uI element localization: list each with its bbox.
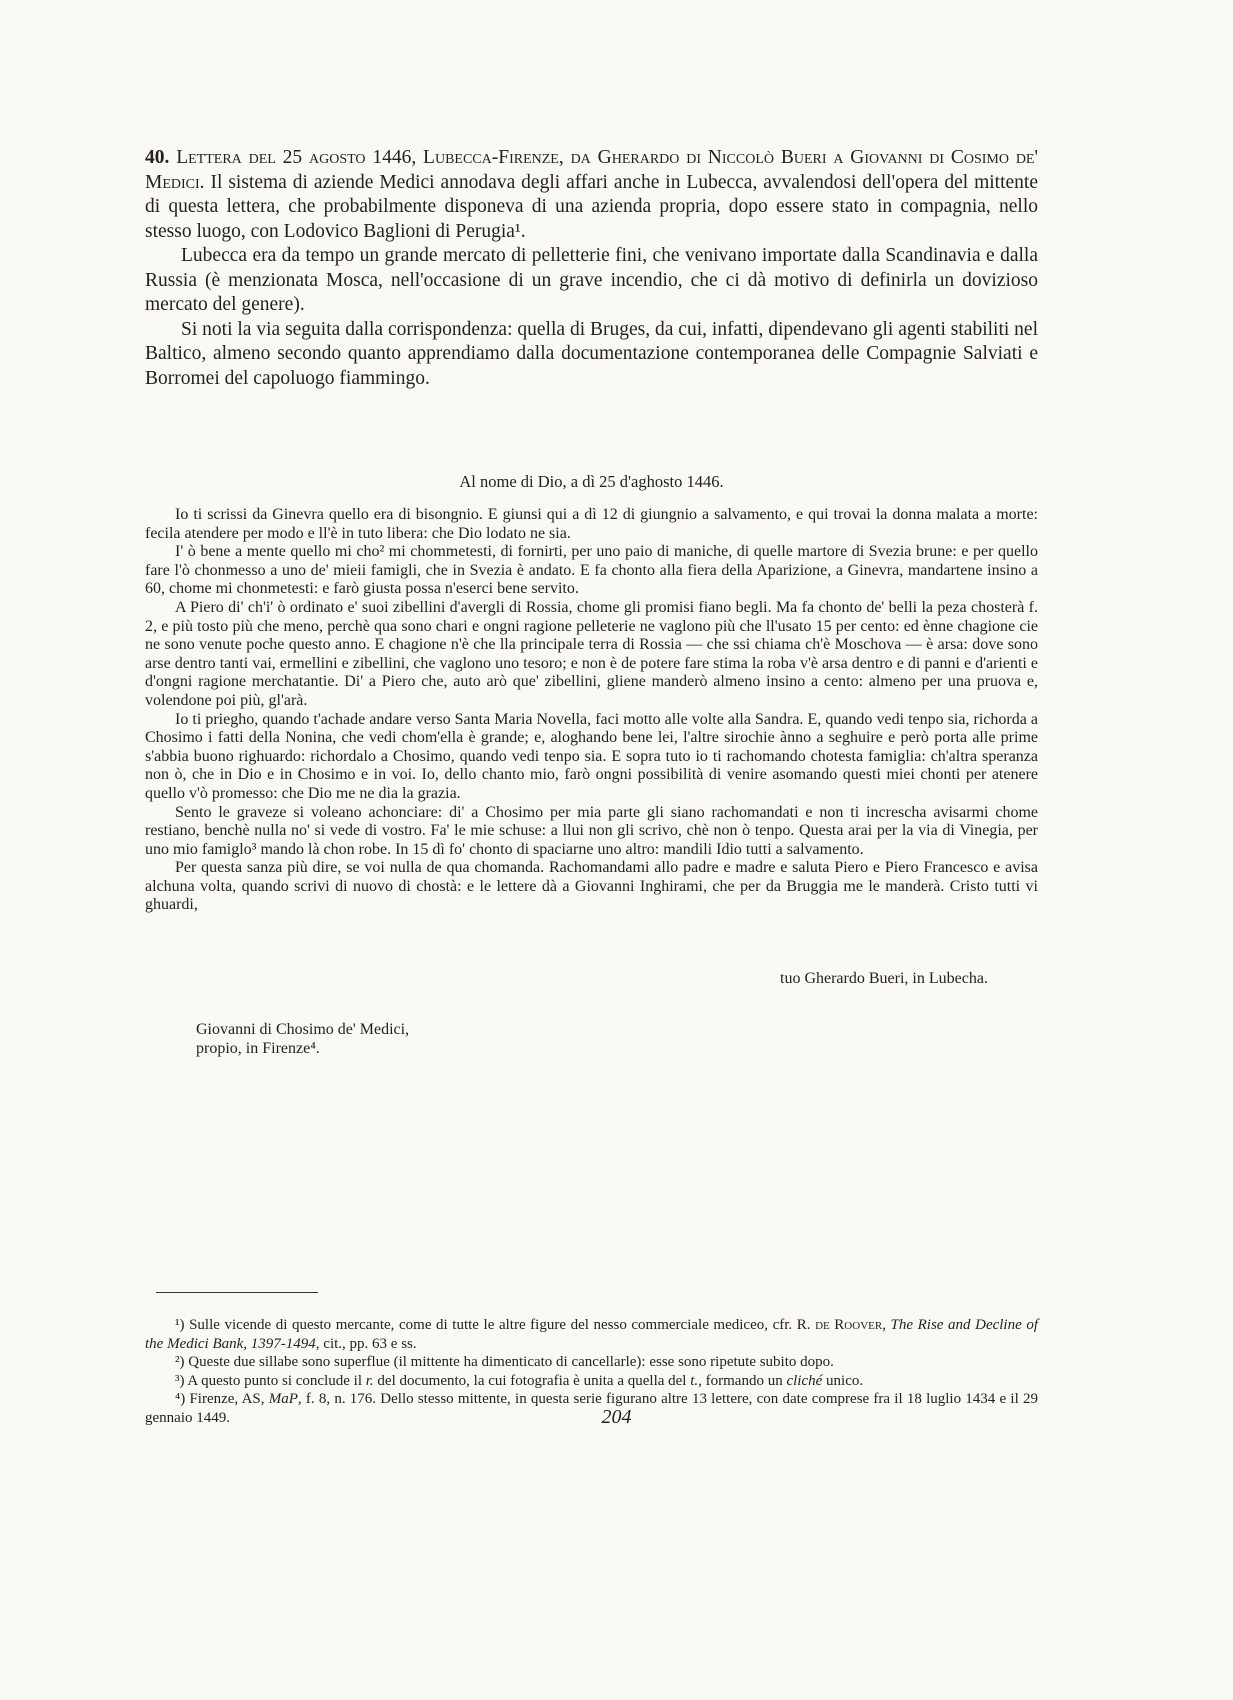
letter-paragraph: Io ti scrissi da Ginevra quello era di bisongnio. E giunsi qui a dì 12 di giungnio a salvamento, e qui trovai la donna malata a morte: fecila atendere per modo e ll'è in tuto libera: che Dio lodato ne sia.: [145, 506, 1038, 542]
document-number: 40.: [145, 147, 170, 168]
letter-paragraph: Per questa sanza più dire, se voi nulla de qua chomanda. Rachomandami allo padre e madre e saluta Piero e Piero Francesco e avisa alchuna volta, quando scrivi di nuovo di chostà: e le lettere dà a Giovanni Inghirami, che per da Bruggia me le manderà. Cristo tutti vi ghuardi,: [145, 859, 1038, 914]
footnote-text: ³) A questo punto si conclude il: [175, 1372, 366, 1389]
address-line: Giovanni di Chosimo de' Medici,: [196, 1021, 410, 1038]
footnote-3: [145, 1372, 1038, 1391]
letter-paragraph: A Piero di' ch'i' ò ordinato e' suoi zibellini d'avergli di Rossia, chome gli promisi fiano begli. Ma fa chonto de' belli la peza chosterà f. 2, e più tosto più che meno, perchè qua sono chari e ongni ragione pelleterie ne vaglono più che ll'usato 15 per cento: ed ènne chagione cie ne sono venute poche questo anno. E chagione n'è che lla principale terra di Rossia — che ssi chiama ch'è Moschova — è arsa: dove sono arse dentro tanti vai, ermellini e zibellini, che vaglono uno tesoro; e non è de potere fare stima la roba v'è arsa dentro e di panni e d'arienti e d'ongni ragione merchatantie. Di' a Piero che, auto arò que' zibellini, gliene manderò almeno insino a cento: almeno per una pruova e, volendone poi più, gl'arà.: [145, 598, 1038, 709]
intro-paragraph-3: Si noti la via seguita dalla corrispondenza: quella di Bruges, da cui, infatti, dipendevano gli agenti stabiliti nel Baltico, almeno secondo quanto apprendiamo dalla documentazione contemporanea delle Compagnie Salviati e Borromei del capoluogo fiammingo.: [145, 318, 1038, 389]
intro-paragraph-2: Lubecca era da tempo un grande mercato di pelletterie fini, che venivano importate dalla Scandinavia e dalla Russia (è menzionata Mosca, nell'occasione di un grave incendio, che ci dà motivo di definirla un dovizioso mercato del genere).: [145, 245, 1038, 315]
footnote-italic: t.: [690, 1372, 699, 1389]
footnote-text: ,: [882, 1317, 891, 1333]
footnote-1: [145, 1316, 1038, 1353]
page-number: 204: [601, 1406, 632, 1428]
letter-signature: tuo Gherardo Bueri, in Lubecha.: [780, 970, 988, 987]
letter-paragraph: Io ti priegho, quando t'achade andare verso Santa Maria Novella, faci motto alle volte alla Sandra. E, quando vedi tenpo sia, richorda a Chosimo i fatti della Nonina, che vedi chom'ella è grande; e, aloghando bene lei, l'altre sirochie ànno a seghuire e però porta alle prime s'abbia buono righuardo: richordalo a Chosimo, quando vedi tenpo sia. E sopra tuto io ti rachomando chotesta famiglia: ch'altra speranza non ò, che in Dio e in Chosimo e in voi. Io, dello chanto mio, farò ongni possibilità di venire asomando questi miei chonti per atenere quello v'ò promesso: che Dio me ne dia la grazia.: [145, 710, 1038, 802]
letter-paragraph: Sento le graveze si voleano achonciare: di' a Chosimo per mia parte gli siano rachomandati e non ti increscha avisarmi chome restiano, benchè nulla no' si vede di vostro. Fa' le mie schuse: a llui non gli scrivo, chè non ò tenpo. Questa arai per la via di Vinegia, per uno mio famiglo³ mando là chon robe. In 15 dì fo' chonto di spaciarne uno altro: mandili Idio tutti a salvamento.: [145, 803, 1038, 858]
footnote-text: ⁴) Firenze, AS,: [175, 1391, 269, 1407]
footnote-author: de Roover: [815, 1317, 883, 1333]
footnote-text: , formando un: [698, 1372, 787, 1389]
footnote-text: , cit., pp. 63 e ss.: [315, 1335, 417, 1352]
letter-address: [196, 1020, 409, 1058]
document-heading: Lettera del 25 agosto 1446, Lubecca-Firenze, da Gherardo di Niccolò Bueri a Giovanni di Cosimo de' Medici.: [145, 147, 1038, 193]
intro-paragraph-1: [145, 146, 1038, 244]
footnote-text: ¹) Sulle vicende di questo mercante, come di tutte le altre figure del nesso commerciale mediceo, cfr. R.: [175, 1317, 816, 1333]
footnote-2: ²) Queste due sillabe sono superflue (il mittente ha dimenticato di cancellarle): esse sono ripetute subito dopo.: [175, 1354, 834, 1370]
address-line: propio, in Firenze⁴.: [196, 1040, 320, 1057]
footnote-title: The Rise and Decline of the Medici Bank, 1397-1494: [145, 1317, 1039, 1352]
footnote-text: unico.: [822, 1372, 864, 1389]
footnote-italic: r.: [365, 1372, 374, 1389]
letter-paragraph: I' ò bene a mente quello mi cho² mi chommetesti, di fornirti, per uno paio di maniche, di quelle martore di Svezia brune: e per quello fare l'ò chonmesso a uno de' mieii famigli, che in Svezia è andato. E fa chonto alla fiera della Aparizione, a Ginevra, mandartene insino a 60, chome mi chonmetesti: e farò giusta possa n'eserci bene servito.: [145, 543, 1038, 598]
footnote-divider: [156, 1292, 318, 1293]
document-introduction: [145, 146, 1038, 391]
footnote-text: del documento, la cui fotografia è unita a quella del: [373, 1372, 691, 1389]
footnote-italic: MaP: [268, 1391, 298, 1407]
intro-text: Il sistema di aziende Medici annodava degli affari anche in Lubecca, avvalendosi dell'opera del mittente di questa lettera, che probabilmente disponeva di una azienda propria, dopo essere stato in compagnia, nello stesso luogo, con Lodovico Baglioni di Perugia¹.: [145, 171, 1038, 242]
footnote-italic: cliché: [786, 1372, 823, 1389]
letter-body: [145, 506, 1038, 915]
letter-heading: Al nome di Dio, a dì 25 d'aghosto 1446.: [459, 472, 724, 491]
footnote-text: , f. 8, n. 176. Dello stesso mittente, in questa serie figurano altre 13 lettere, con date comprese fra il 18 luglio 1434 e il 29 gennaio 1449.: [145, 1391, 1038, 1426]
